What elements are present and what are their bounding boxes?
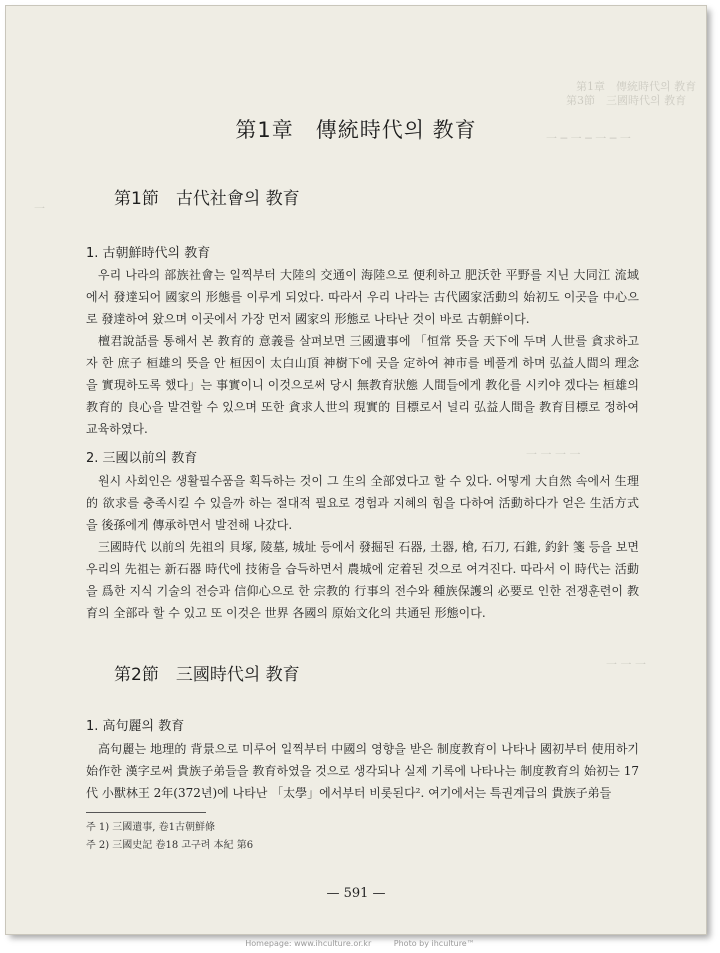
credit-photo: Photo by ihculture™ <box>393 939 475 948</box>
footnote-divider <box>86 812 206 813</box>
bleed-through-text: 一 ─ 一 ─ 一 ─ 一 <box>546 132 631 145</box>
paragraph: 高句麗는 地理的 背景으로 미루어 일찍부터 中國의 영향을 받은 制度教育이 나타나 國初부터 使用하기 始作한 漢字로써 貴族子弟들을 教育하였을 것으로 생각되나 실제 기록에 나타나는 制度教育의 始初는 17代 小獸林王 2年(372년)에 나타난 「太學」에서부터 비롯된다². 여기에서는 특권계급의 貴族子弟들 <box>86 742 639 800</box>
paragraph-block <box>86 470 639 624</box>
book-page <box>6 6 706 934</box>
paragraph: 三國時代 以前의 先祖의 貝塚, 陵墓, 城址 등에서 發掘된 石器, 土器, 槍, 石刀, 石錐, 釣針 箋 등을 보면 우리의 先祖는 新石器 時代에 技術을 습득하면서 農城에 定着된 것으로 여겨진다. 따라서 이 時代는 活動을 爲한 지식 기술의 전승과 信仰心으로 한 宗教的 行事의 전수와 種族保護의 必要로 인한 전쟁훈련이 教育의 全部라 할 수 있고 또 이것은 世界 各國의 原始文化의 共通된 形態이다. <box>86 540 639 620</box>
paragraph-block <box>86 738 639 804</box>
footnote: 주 2) 三國史記 卷18 고구려 本紀 第6 <box>86 840 254 851</box>
chapter-title: 第1章 傳統時代의 教育 <box>235 118 477 142</box>
subsection-title: 1. 古朝鮮時代의 教育 <box>86 246 211 261</box>
section-title: 第1節 古代社會의 教育 <box>114 189 300 209</box>
subsection-title: 2. 三國以前의 教育 <box>86 451 198 466</box>
bleed-through-text: 第3節 三國時代의 教育 <box>566 94 687 107</box>
paragraph-block <box>86 264 639 440</box>
page-number: — 591 — <box>326 886 386 901</box>
credit-homepage: Homepage: www.ihculture.or.kr <box>245 939 372 948</box>
paragraph: 檀君說話를 통해서 본 教育的 意義를 살펴보면 三國遺事에 「恒常 뜻을 天下에 두며 人世를 貪求하고자 한 庶子 桓雄의 뜻을 안 桓因이 太白山頂 神樹下에 곳을 定하여 神市를 베풀게 하며 弘益人間의 理念을 實現하도록 했다」는 事實이니 이것으로써 당시 無教育狀態 人間들에게 教化를 시키야 겠다는 桓雄의 教育的 良心을 발견할 수 있으며 또한 貪求人世의 現實的 目標로서 널리 弘益人間을 教育目標로 정하여 교육하였다. <box>86 334 639 436</box>
photo-credit <box>0 939 720 948</box>
paragraph: 우리 나라의 部族社會는 일찍부터 大陸의 交通이 海陸으로 便利하고 肥沃한 平野를 지닌 大同江 流域에서 發達되어 國家의 形態를 이루게 되었다. 따라서 우리 나라는 古代國家活動의 始初도 이곳을 中心으로 發達하여 왔으며 이곳에서 가장 먼저 國家의 形態로 나타난 것이 바로 古朝鮮이다. <box>86 268 639 326</box>
bleed-through-text: 一 一 一 <box>606 658 646 671</box>
bleed-through-text: 第1章 傳統時代의 教育 <box>576 80 697 93</box>
paragraph: 원시 사회인은 생활필수품을 획득하는 것이 그 生의 全部였다고 할 수 있다. 어떻게 大自然 속에서 生理的 欲求를 충족시킬 수 있을까 하는 절대적 필요로 경험과 지혜의 힘을 다하여 活動하다가 얻은 生活方式을 後孫에게 傳承하면서 발전해 나갔다. <box>86 474 639 532</box>
bleed-through-text: 一 一 一 一 <box>526 448 581 461</box>
subsection-title: 1. 高句麗의 教育 <box>86 719 185 734</box>
section-title: 第2節 三國時代의 教育 <box>114 665 300 685</box>
bleed-through-text: 一 <box>34 202 45 215</box>
footnote: 주 1) 三國遺事, 卷1古朝鮮條 <box>86 822 216 833</box>
